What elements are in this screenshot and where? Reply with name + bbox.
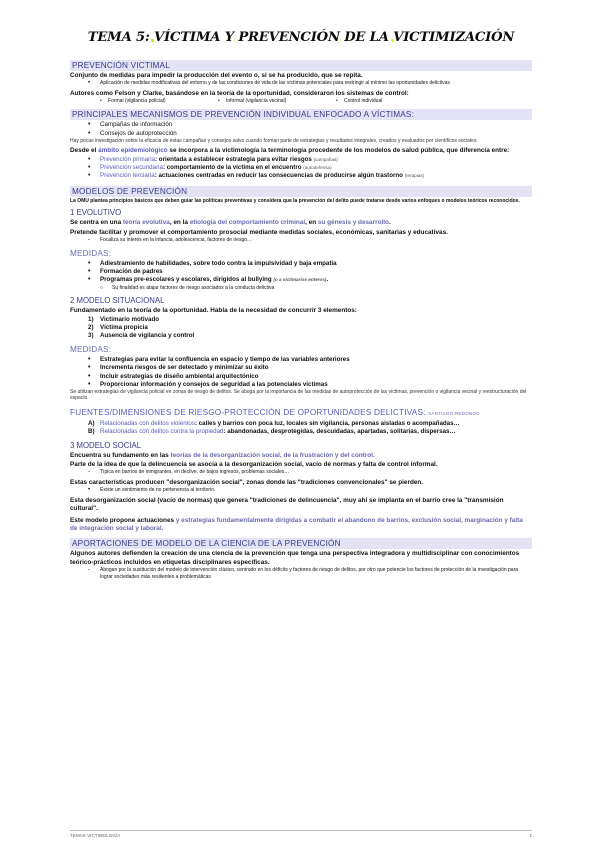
fuente-item: [70, 420, 532, 428]
definition: Conjunto de medidas para impedir la producción del evento o, si se ha producido, que se repita.: [70, 72, 363, 79]
fuente-item: [70, 428, 532, 436]
prevention-tag: (terapias): [404, 173, 425, 179]
medida-item: • Incluir estrategias de diseño ambiental arquitectónico: [70, 373, 532, 381]
highlight-term: teoría evolutiva: [122, 218, 170, 226]
prevention-desc: : comportamiento de la víctima en el encuentro: [162, 163, 304, 171]
prevention-desc: : orientada a establecer estrategia para evitar riesgos: [155, 155, 314, 163]
situacional-note: Se utilizan estrategias de vigilancia policial en zonas de riesgo de delitos. Se aboga por la importancia de las medidas de autoprotección de las víctimas, prevención o vigilancia vecinal y reestructuración del espacio.: [70, 389, 527, 402]
evolutivo-line2: Pretende facilitar y promover el comportamiento prosocial mediante medidas sociales, económicas, sanitarias y educativas.: [70, 229, 448, 237]
social-sub: • Existe un sentimiento de no pertenencia al territorio.: [70, 487, 532, 494]
medida-item: • Incrementa riesgos de ser detectado y minimizar su éxito: [70, 364, 532, 372]
element-item: [70, 324, 532, 332]
footer-title: TEMAS VICTIMOLOGÍA: [70, 833, 121, 838]
element-text: Ausencia de vigilancia y control: [100, 332, 195, 340]
fuente-term: Relacionadas con delitos violentos: [100, 419, 195, 427]
prevention-term: Prevención secundaria: [100, 163, 163, 171]
text-part: Este modelo propone actuaciones: [70, 516, 176, 524]
medida-item: • Proporcionar información y consejos de seguridad a las potenciales víctimas: [70, 381, 532, 389]
text-tag: (o a victimarios enteros): [273, 277, 327, 283]
page-title: TEMA 5: VÍCTIMA Y PREVENCIÓN DE LA VICTIMIZACIÓN: [87, 30, 515, 45]
fuente-term: Relacionadas con delitos contra la propiedad: [100, 428, 224, 436]
control-list: [70, 98, 532, 105]
footer: [70, 830, 532, 838]
text-part: .: [388, 218, 391, 226]
heading-modelos: MODELOS DE PREVENCIÓN: [70, 186, 532, 197]
evolutivo-line1: [70, 219, 532, 227]
aportaciones-line1: Algunos autores defienden la creación de una ciencia de la prevención que tenga una perspectiva integradora y multidisciplinar con conocimientos teórico-prácticos incluidos en etiquetas disciplinares específicas.: [70, 550, 520, 566]
situacional-intro: Fundamentado en la teoría de la oportunidad. Habla de la necesidad de concurrir 3 elementos:: [70, 307, 357, 315]
aportaciones-sub: - Abogan por la sustitución del modelo de intervención clásico, centrado en los déficits y factores de riesgo de delitos, por otro que potencie los factores de protección de la investigación para lograr sociedades más resilientes a problemáticas: [70, 567, 532, 580]
text-part: Se centra en una: [70, 218, 123, 226]
medida-item: • Estrategias para evitar la confluencia en espacio y tiempo de las variables anteriores: [70, 356, 532, 364]
authors-text: Autores como Felson y Clarke, basándose en la teoría de la oportunidad, consideraron los sistemas de control:: [70, 90, 409, 97]
text-part: .: [326, 276, 329, 284]
highlight-term: etiología del comportamiento criminal: [189, 218, 306, 226]
prevention-item: [70, 156, 532, 164]
social-line5: [70, 517, 532, 534]
text-part: Desde el: [70, 147, 99, 155]
mechanism-item: • Campañas de información: [70, 121, 532, 129]
prevention-desc: : actuaciones centradas en reducir las consecuencias de producirse algún trastorno: [154, 172, 405, 180]
medida-item: • Formación de padres: [70, 268, 532, 276]
prevention-item: [70, 164, 532, 172]
heading-mecanismos: PRINCIPALES MECANISMOS DE PREVENCIÓN INDIVIDUAL ENFOCADO A VÍCTIMAS:: [70, 109, 532, 120]
heading-medidas: MEDIDAS:: [70, 249, 112, 259]
prevention-tag: (autodefensa): [303, 164, 332, 170]
definition-bullet: • Aplicación de medidas modificativas del entorno y de las condiciones de vida de las víctimas potenciales para restringir al mínimo las oportunidades delictivas: [70, 80, 532, 87]
medida-sub: ○ Su finalidad es atajar factores de riesgo asociados a la conducta delictiva: [70, 285, 532, 292]
heading-prevencion-victimal: PREVENCIÓN VICTIMAL: [70, 60, 532, 71]
fuente-desc: : calles y barrios con poca luz, locales sin vigilancia, personas aisladas o acompañadas…: [194, 419, 460, 427]
social-line4: Esta desorganización social (vacío de normas) que genera "tradiciones de delincuencia", muy ahí se implanta en el barrio cree la "transmisión cultural".: [70, 496, 504, 513]
element-text: Victimario motivado: [100, 315, 160, 323]
fuente-desc: : abandonadas, desprotegidas, descuidadas, apartadas, solitarias, dispersas…: [223, 428, 456, 436]
prevention-tag: (campañas): [313, 156, 338, 162]
element-item: [70, 316, 532, 324]
fuente-letter: A): [88, 419, 95, 427]
mechanism-item: • Consejos de autoprotección: [70, 130, 532, 138]
element-item: [70, 332, 532, 340]
heading-evolutivo: 1 EVOLUTIVO: [70, 207, 122, 217]
social-line2: Parte de la idea de que la delincuencia se asocia a la desorganización social, vacío de normas y falta de control informal.: [70, 460, 438, 468]
page-number: 1: [529, 833, 532, 838]
control-item: • Informal (vigilancia vecinal): [218, 98, 336, 105]
epidemiology-intro: [70, 147, 532, 155]
prevention-term: Prevención primaria: [100, 155, 156, 163]
author-tag: SANTIAGO REDONDO: [428, 410, 480, 416]
text-part: se incorpora a la victimología la terminología procedente de los modelos de salud pública, que diferencia entre:: [167, 147, 510, 155]
element-number: 3): [88, 332, 94, 340]
highlight-term: su génesis y desarrollo: [317, 218, 389, 226]
prevention-term: Prevención terciaria: [100, 172, 155, 180]
highlight-term: y estrategias fundamentalmente dirigidas a combatir el abandono de barrios, exclusión social, marginación y falta de integración social y laboral.: [70, 516, 523, 532]
control-item: • Formal (vigilancia policial): [100, 98, 218, 105]
text-part: , en: [305, 218, 318, 226]
mechanism-note: Hay pocas investigación sobre la eficacia de estas campañas y consejos salvo cuando forman parte de estrategias y resultados integrales, creados y evaluados por científicos sociales.: [70, 137, 478, 144]
content: [70, 56, 532, 580]
heading-aportaciones: APORTACIONES DE MODELO DE LA CIENCIA DE LA PREVENCIÓN: [70, 538, 532, 549]
element-number: 1): [88, 315, 94, 323]
heading-medidas: MEDIDAS:: [70, 345, 112, 355]
medida-item: • Adiestramiento de habilidades, sobre todo contra la impulsividad y baja empatía: [70, 260, 532, 268]
text-part: FUENTES/DIMENSIONES DE RIESGO-PROTECCIÓN DE OPORTUNIDADES DELICTIVAS:: [70, 407, 429, 417]
evolutivo-sub: - Focaliza su interés en la infancia, adolescencia, factores de riesgo…: [70, 237, 532, 244]
highlight-term: teorías de la desorganización social, de la frustración y del control.: [170, 452, 375, 460]
medida-item: [70, 276, 532, 284]
social-line3: Estas características producen "desorganización social", zonas donde las "tradiciones convencionales" se pierden.: [70, 478, 424, 486]
element-text: Víctima propicia: [100, 323, 148, 331]
text-part: , en la: [169, 218, 190, 226]
modelos-intro: La OMU plantea principios básicos que deben guiar las políticas preventivas y considera que la prevención del delito puede tratarse desde varios enfoques o modelos teóricos reconocidos.: [70, 198, 520, 205]
text-part: Encuentra su fundamento en las: [70, 452, 171, 460]
fuente-letter: B): [88, 428, 95, 436]
prevention-item: [70, 172, 532, 180]
highlight-term: ámbito epidemiológico: [98, 147, 168, 155]
heading-situacional: 2 MODELO SITUACIONAL: [70, 296, 165, 306]
social-sub: - Típica en barrios de inmigrantes, en declive, de bajos ingresos, problemas sociales…: [70, 469, 532, 476]
social-line1: [70, 452, 532, 460]
heading-social: 3 MODELO SOCIAL: [70, 441, 142, 451]
text-part: Programas pre-escolares y escolares, dirigidos al bullying: [100, 276, 274, 284]
control-item: • Control individual: [336, 98, 454, 105]
heading-fuentes: [70, 407, 532, 419]
element-number: 2): [88, 323, 94, 331]
